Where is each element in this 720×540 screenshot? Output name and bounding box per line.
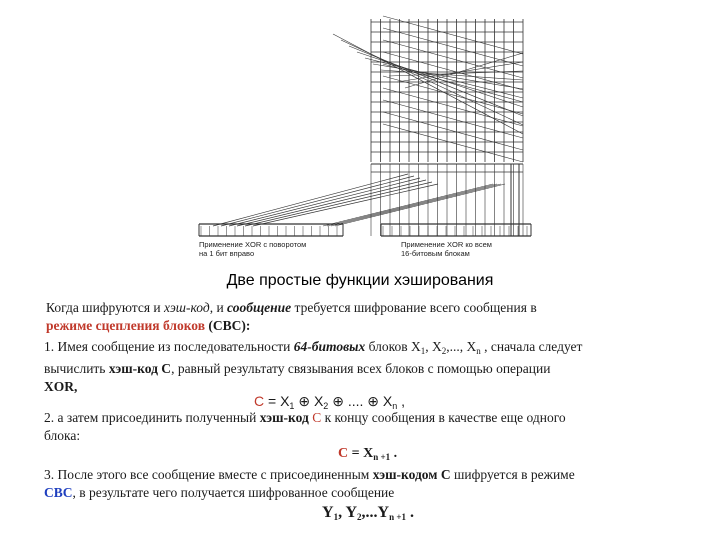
subscript: 1 bbox=[289, 401, 295, 411]
cbc-mode-term: режиме сцепления блоков bbox=[46, 318, 206, 333]
text: , равный результату связывания всех блоков с помощью операции bbox=[171, 361, 551, 376]
diagram-line bbox=[221, 176, 414, 226]
text-em: хэш-код bbox=[164, 300, 210, 315]
subscript: 1 bbox=[333, 512, 339, 522]
formula-c: C bbox=[338, 446, 349, 461]
right-label-line2: 16-битовым блокам bbox=[401, 249, 470, 258]
text: шифруется в режиме bbox=[450, 467, 575, 482]
cbc-term: CBC bbox=[44, 485, 73, 500]
diagram-line bbox=[383, 64, 523, 102]
diagram-line bbox=[327, 184, 497, 226]
left-label-line1: Применение XOR с поворотом bbox=[199, 240, 307, 249]
diagram-line bbox=[405, 53, 523, 88]
paragraph-step3 bbox=[44, 466, 704, 502]
text: к концу сообщения в качестве еще одного bbox=[321, 410, 566, 425]
diagram-line bbox=[383, 112, 523, 150]
formula-ciphertext bbox=[322, 504, 414, 522]
subscript: n bbox=[476, 346, 481, 356]
subscript: n +1 bbox=[389, 512, 406, 522]
subscript: 2 bbox=[323, 401, 329, 411]
text: 2. а затем присоединить полученный bbox=[44, 410, 260, 425]
diagram-line bbox=[373, 64, 523, 89]
subscript: 2 bbox=[357, 512, 362, 522]
text-em: 64-битовых bbox=[293, 339, 366, 354]
formula-part: ,...Y bbox=[361, 504, 390, 521]
hash-diagram bbox=[193, 14, 539, 266]
text: ,..., X bbox=[446, 339, 477, 354]
text: блока: bbox=[44, 428, 81, 443]
hash-code-term: хэш-код bbox=[259, 410, 309, 425]
formula-part: Y bbox=[322, 504, 334, 521]
hash-code-term: хэш-кодом C bbox=[372, 467, 451, 482]
text: (CBC): bbox=[205, 318, 251, 333]
formula-part: . bbox=[390, 446, 398, 461]
subscript: 2 bbox=[441, 346, 447, 356]
subscript: n +1 bbox=[373, 452, 391, 462]
diagram-line bbox=[245, 182, 432, 226]
subscript: 1 bbox=[420, 346, 426, 356]
text: требуется шифрование всего сообщения в bbox=[291, 300, 537, 315]
left-label-line2: на 1 бит вправо bbox=[199, 249, 255, 258]
text: , в результате чего получается шифрованное сообщение bbox=[72, 485, 395, 500]
diagram-line bbox=[335, 184, 505, 226]
formula-c: C bbox=[254, 393, 265, 409]
diagram-line bbox=[253, 184, 438, 226]
formula-part: , Y bbox=[338, 504, 358, 521]
paragraph-intro bbox=[46, 299, 696, 335]
formula-part: ⊕ .... ⊕ X bbox=[328, 393, 393, 409]
formula-part: ⊕ X bbox=[294, 393, 324, 409]
text: вычислить bbox=[44, 361, 109, 376]
diagram-line bbox=[383, 28, 523, 66]
text: , X bbox=[425, 339, 442, 354]
diagram-line bbox=[229, 178, 420, 226]
formula-part: , bbox=[397, 393, 406, 409]
formula-part: = X bbox=[348, 446, 374, 461]
hash-code-term: хэш-код C bbox=[108, 361, 172, 376]
xor-term: XOR, bbox=[44, 379, 78, 394]
text: , и bbox=[209, 300, 228, 315]
text: блоков X bbox=[365, 339, 421, 354]
formula-part: . bbox=[405, 504, 414, 521]
subscript: n bbox=[392, 401, 398, 411]
formula-part: = X bbox=[264, 393, 290, 409]
text-em: сообщение bbox=[227, 300, 292, 315]
paragraph-step2 bbox=[44, 409, 694, 445]
right-label-line1: Применение XOR ко всем bbox=[401, 240, 492, 249]
diagram-line bbox=[383, 88, 523, 126]
figure-caption: Две простые функции хэширования bbox=[226, 272, 494, 289]
paragraph-step1 bbox=[44, 338, 694, 396]
diagram-line bbox=[383, 124, 523, 162]
hash-functions-figure bbox=[193, 14, 539, 266]
diagram-line bbox=[349, 46, 523, 116]
text: 1. Имея сообщение из последовательности bbox=[44, 339, 294, 354]
text-c: C bbox=[308, 410, 322, 425]
text: Когда шифруются и bbox=[46, 300, 165, 315]
text: 3. После этого все сообщение вместе с присоединенным bbox=[44, 467, 373, 482]
diagram-line bbox=[323, 184, 493, 226]
diagram-line bbox=[383, 52, 523, 90]
diagram-line bbox=[213, 174, 408, 226]
diagram-line bbox=[237, 180, 426, 226]
text: , сначала следует bbox=[480, 339, 583, 354]
formula-append bbox=[338, 446, 397, 462]
